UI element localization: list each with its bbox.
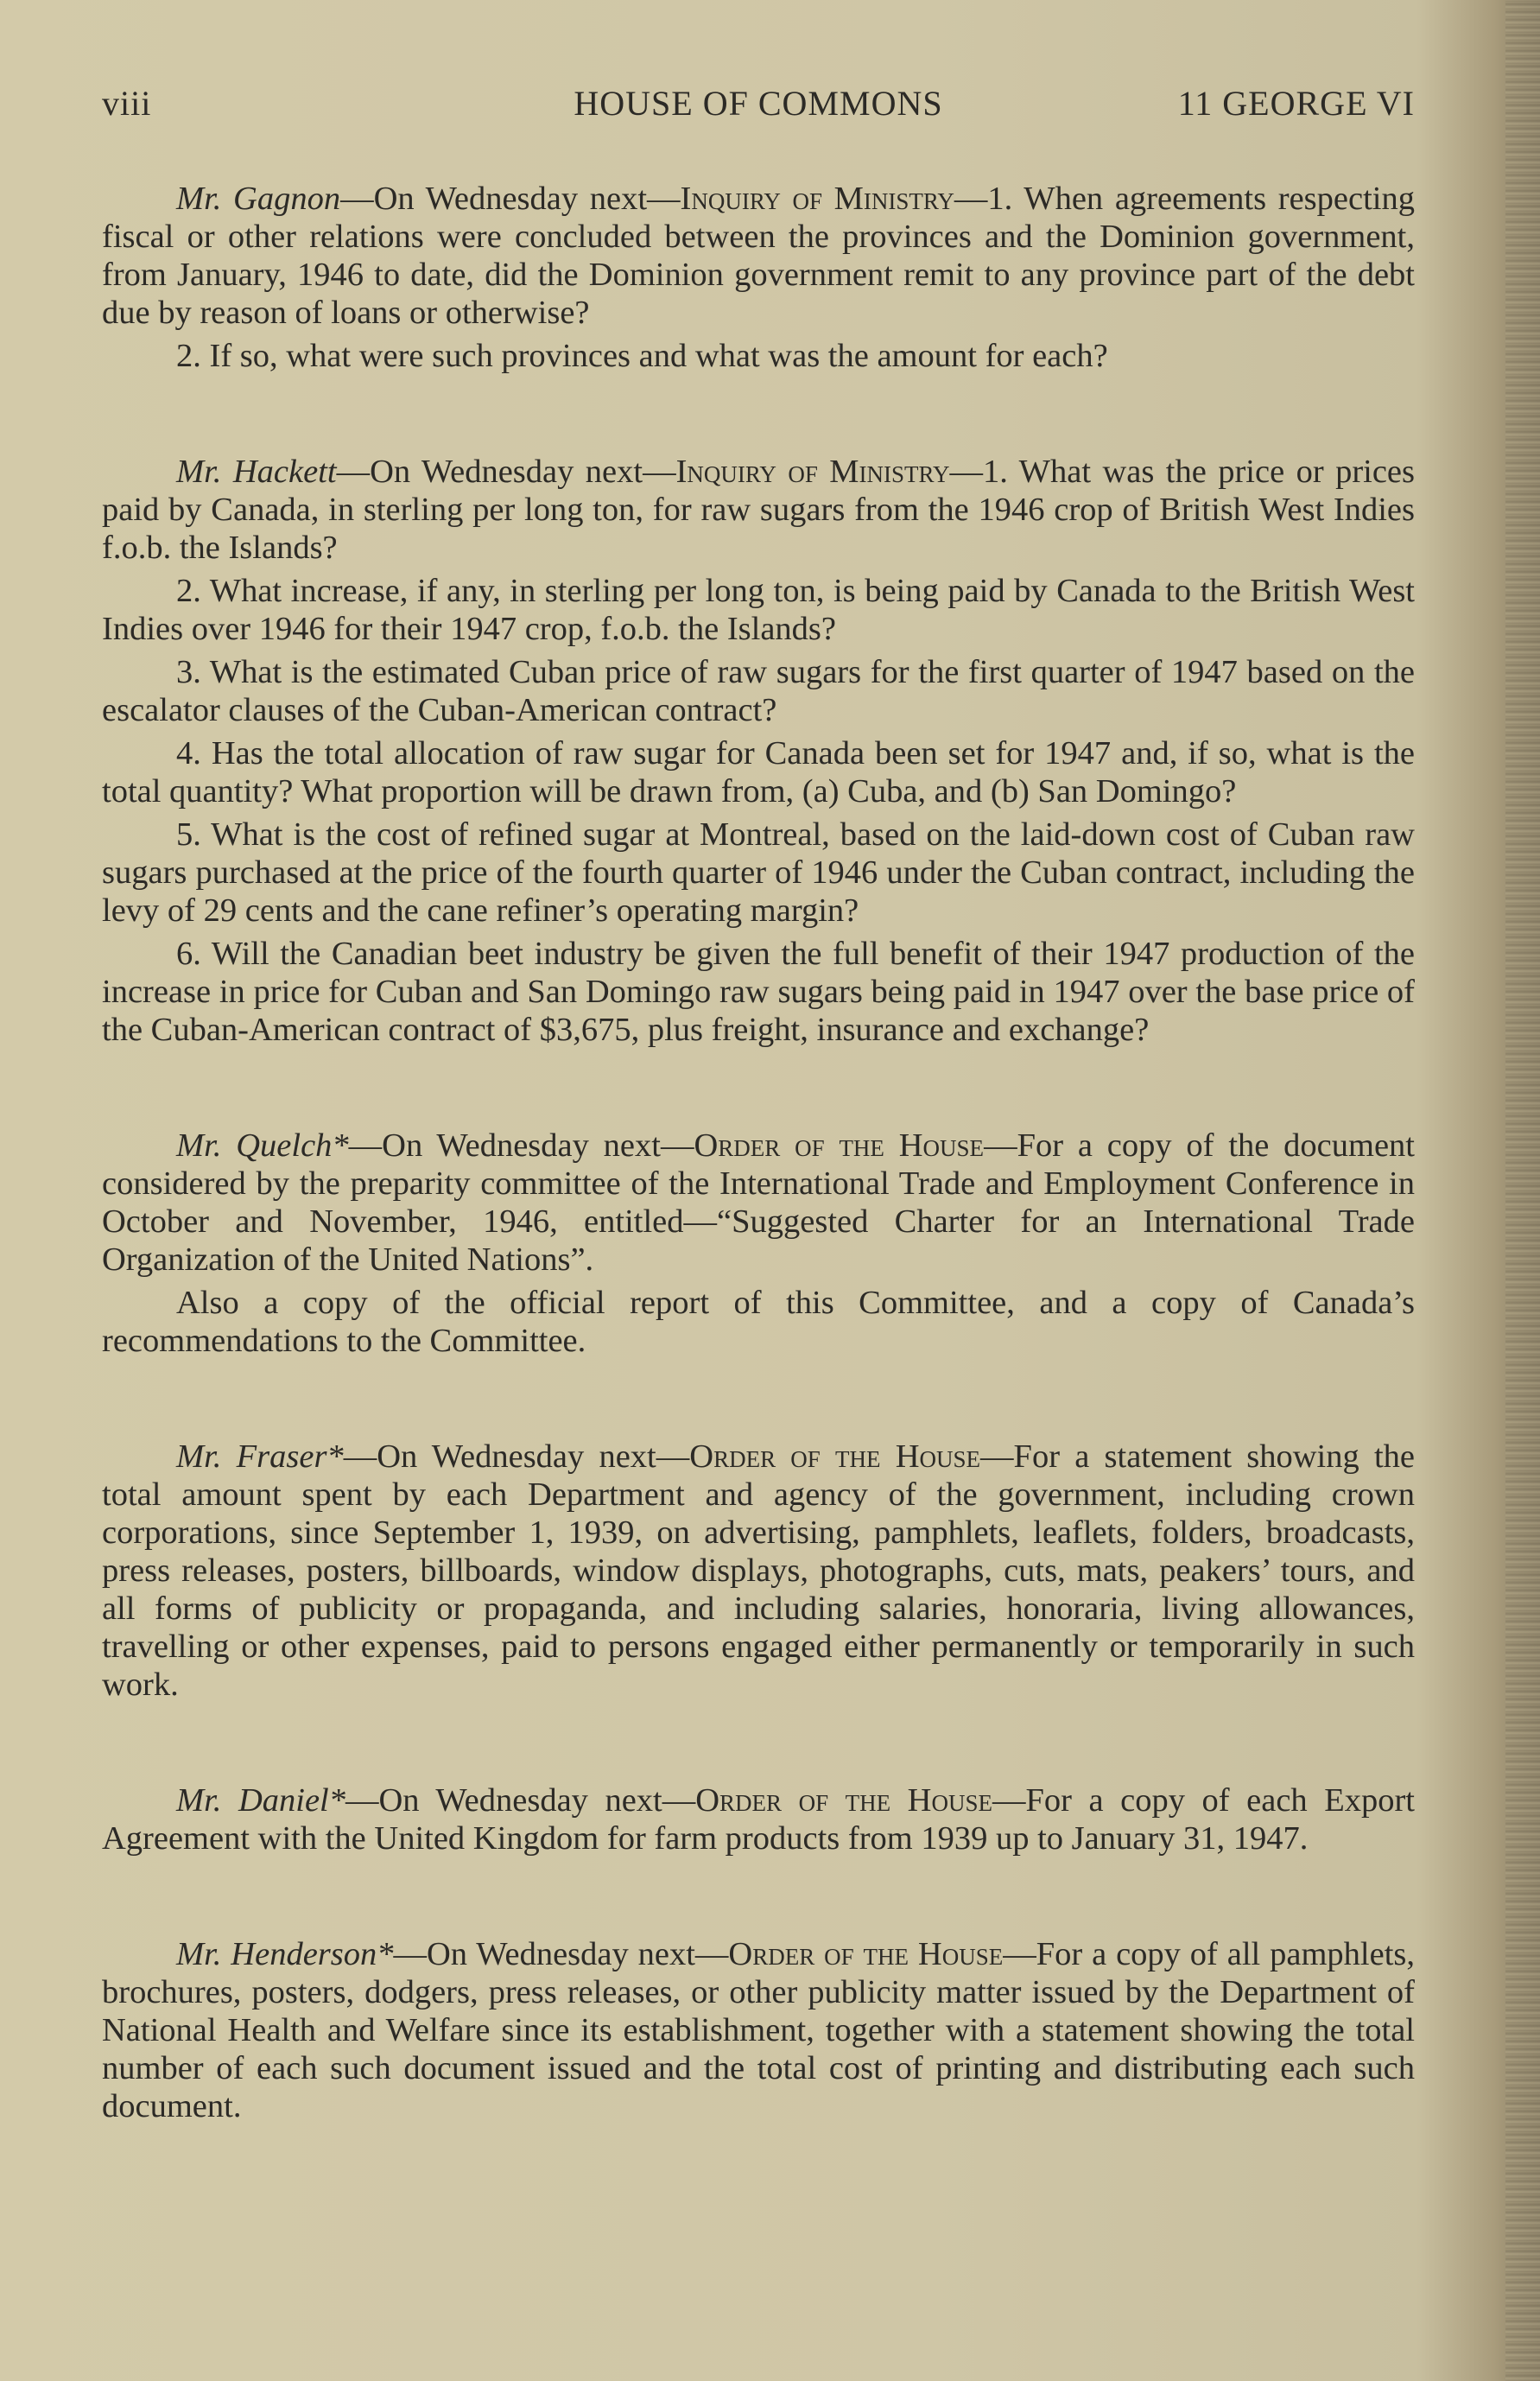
notice-intro: —On Wednesday next—	[340, 181, 681, 217]
member-name: Mr. Henderson*	[176, 1936, 394, 1972]
notice-text: —For a copy of each Export Agreement with the United Kingdom for farm products from 1939 up to January 31, 1947.	[102, 1782, 1415, 1857]
notice-paragraph	[102, 1935, 1415, 2125]
header-title: HOUSE OF COMMONS	[574, 84, 943, 123]
member-name: Mr. Hackett	[176, 454, 337, 490]
notice-paragraph	[102, 1438, 1415, 1704]
notice-entry-henderson	[102, 1935, 1415, 2125]
member-name: Mr. Gagnon	[176, 181, 341, 217]
header-session: 11 GEORGE VI	[1177, 84, 1415, 123]
notice-type: Order of the House	[728, 1936, 1004, 1972]
notice-paragraph: 4. Has the total allocation of raw sugar for Canada been set for 1947 and, if so, what is the total quantity? What proportion will be drawn from, (a) Cuba, and (b) San Domingo?	[102, 735, 1415, 810]
running-header	[102, 83, 1415, 126]
notice-type: Order of the House	[689, 1438, 981, 1475]
notice-type: Inquiry of Ministry	[680, 181, 954, 217]
notice-text: —For a copy of all pamphlets, brochures, posters, dodgers, press releases, or other publicity matter issued by the Department of National Health and Welfare since its establishment, together with a statement showing the total number of each such document issued and the total cost of printing and distributing each such document.	[102, 1936, 1415, 2124]
notice-body	[102, 180, 1415, 2203]
member-name: Mr. Daniel*	[176, 1782, 345, 1819]
notice-intro: —On Wednesday next—	[393, 1936, 729, 1972]
notice-intro: —On Wednesday next—	[336, 454, 676, 490]
notice-intro: —On Wednesday next—	[345, 1782, 696, 1819]
page-edge	[1505, 0, 1540, 2381]
notice-intro: —On Wednesday next—	[343, 1438, 690, 1475]
notice-paragraph: 2. If so, what were such provinces and what was the amount for each?	[176, 338, 1108, 374]
notice-entry-daniel	[102, 1781, 1415, 1857]
notice-paragraph	[102, 180, 1415, 332]
notice-text: —1. When agreements respecting fiscal or other relations were concluded between the provinces and the Dominion government, from January, 1946 to date, did the Dominion government remit to any province part of the debt due by reason of loans or otherwise?	[102, 181, 1415, 331]
notice-text: —For a copy of the document considered by the preparity committee of the International Trade and Employment Conference in October and November, 1946, entitled—“Suggested Charter for an International Trade Organization of the United Nations”.	[102, 1127, 1416, 1278]
notice-paragraph: 2. What increase, if any, in sterling per long ton, is being paid by Canada to the British West Indies over 1946 for their 1947 crop, f.o.b. the Islands?	[102, 573, 1415, 647]
notice-entry-quelch	[102, 1127, 1415, 1360]
member-name: Mr. Quelch*	[176, 1127, 349, 1164]
notice-paragraph: 6. Will the Canadian beet industry be given the full benefit of their 1947 production of the increase in price for Cuban and San Domingo raw sugars being paid in 1947 over the base price of the Cuban-American contract of $3,675, plus freight, insurance and exchange?	[102, 936, 1415, 1048]
notice-text: —For a statement showing the total amount spent by each Department and agency of the government, including crown corporations, since September 1, 1939, on advertising, pamphlets, leaflets, folders, broadcasts, press releases, posters, billboards, window displays, photographs, cuts, mats, peakers’ tours, and all forms of publicity or propaganda, and including salaries, honoraria, living allowances, travelling or other expenses, paid to persons engaged either permanently or temporarily in such work.	[102, 1438, 1416, 1703]
page-number: viii	[102, 84, 152, 123]
notice-paragraph: Also a copy of the official report of this Committee, and a copy of Canada’s recommendations to the Committee.	[102, 1285, 1415, 1359]
notice-entry-hackett	[102, 453, 1415, 1049]
notice-paragraph	[102, 453, 1415, 567]
notice-entry-gagnon	[102, 180, 1415, 375]
notice-intro: —On Wednesday next—	[348, 1127, 694, 1164]
notice-paragraph	[102, 1781, 1415, 1857]
notice-type: Order of the House	[695, 1782, 992, 1819]
notice-text: —1. What was the price or prices paid by Canada, in sterling per long ton, for raw sugars from the 1946 crop of British West Indies f.o.b. the Islands?	[102, 454, 1416, 566]
notice-type: Inquiry of Ministry	[675, 454, 950, 490]
notice-paragraph: 3. What is the estimated Cuban price of raw sugars for the first quarter of 1947 based on the escalator clauses of the Cuban-American contract?	[102, 654, 1415, 728]
notice-entry-fraser	[102, 1438, 1415, 1704]
member-name: Mr. Fraser*	[176, 1438, 344, 1475]
notice-type: Order of the House	[694, 1127, 985, 1164]
notice-paragraph	[102, 1127, 1415, 1279]
notice-paragraph: 5. What is the cost of refined sugar at Montreal, based on the laid-down cost of Cuban raw sugars purchased at the price of the fourth quarter of 1946 under the Cuban contract, including the levy of 29 cents and the cane refiner’s operating margin?	[102, 816, 1415, 929]
